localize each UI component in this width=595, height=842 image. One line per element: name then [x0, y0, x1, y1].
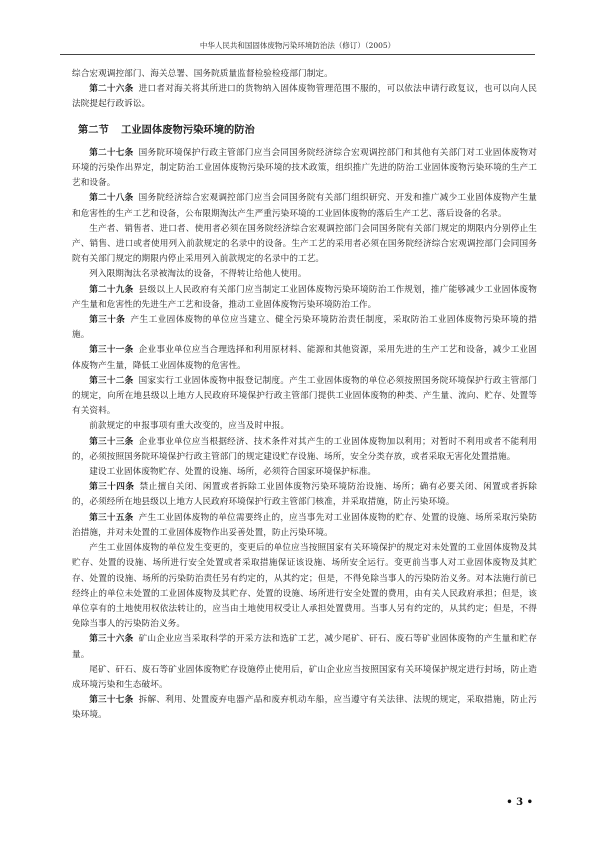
paragraph-text: 列入限期淘汰名录被淘汰的设备，不得转让给他人使用。 — [89, 269, 307, 280]
paragraph-text: 建设工业固体废物贮存、处置的设施、场所，必须符合国家环境保护标准。 — [89, 467, 377, 478]
paragraph-text: 产生工业固体废物的单位需要终止的，应当事先对工业固体废物的贮存、处置的设施、场所采取污染防治措施，并对未处置的工业固体废物作出妥善处置，防止污染环境。 — [72, 512, 537, 538]
paragraph — [72, 693, 537, 723]
paragraph-text: 前款规定的申报事项有重大改变的，应当及时申报。 — [89, 421, 290, 432]
paragraph-text: 产生工业固体废物的单位发生变更的，变更后的单位应当按照国家有关环境保护的规定对未处置的工业固体废物及其贮存、处置的设施、场所进行安全处置或者采取措施保证该设施、场所安全运行。变更前当事人对工业固体废物及其贮存、处置的设施、场所的污染防治责任另有约定的，从其约定；但是，不得免除当事人的污染防治义务。对本法施行前已经终止的单位未处置的工业固体废物及其贮存、处置的设施、场所进行安全处置的费用，由有关人民政府承担；但是，该单位享有的土地使用权依法转让的，应当由土地使用权受让人承担处置费用。当事人另有约定的，从其约定；但是，不得免除当事人的污染防治义务。 — [72, 543, 537, 630]
paragraph — [72, 465, 537, 480]
paragraph — [72, 313, 537, 343]
page-number: • 3 • — [506, 797, 533, 808]
paragraph — [72, 480, 537, 510]
paragraph-text: 产生工业固体废物的单位应当建立、健全污染环境防治责任制度，采取防治工业固体废物污染环境的措施。 — [72, 315, 537, 341]
paragraph-text: 尾矿、矸石、废石等矿业固体废物贮存设施停止使用后，矿山企业应当按照国家有关环境保护规定进行封场，防止造成环境污染和生态破坏。 — [72, 664, 537, 690]
paragraph — [72, 67, 537, 82]
paragraph — [72, 222, 537, 268]
paragraph — [72, 511, 537, 541]
section-title: 工业固体废物污染环境的防治 — [121, 123, 255, 136]
article-number: 第三十七条 — [89, 695, 134, 706]
article-number: 第三十一条 — [89, 345, 134, 356]
paragraph — [72, 146, 537, 192]
article-number: 第三十五条 — [89, 512, 134, 523]
paragraph — [72, 267, 537, 282]
article-number: 第二十六条 — [89, 84, 134, 95]
paragraph-text: 企业事业单位应当合理选择和利用原材料、能源和其他资源，采用先进的生产工艺和设备，减少工业固体废物产生量，降低工业固体废物的危害性。 — [72, 345, 537, 371]
header-rule — [60, 54, 535, 55]
paragraph-text: 进口者对海关将其所进口的货物纳入固体废物管理范围不服的，可以依法申请行政复议，也可以向人民法院提起行政诉讼。 — [72, 84, 537, 110]
paragraph-text: 县级以上人民政府有关部门应当制定工业固体废物污染环境防治工作规划，推广能够减少工业固体废物产生量和危害性的先进生产工艺和设备，推动工业固体废物污染环境防治工作。 — [72, 284, 537, 310]
article-number: 第三十六条 — [89, 634, 134, 645]
paragraph-text: 国务院环境保护行政主管部门应当会同国务院经济综合宏观调控部门和其他有关部门对工业固体废物对环境的污染作出界定，制定防治工业固体废物污染环境的技术政策，组织推广先进的防治工业固体废物污染环境的生产工艺和设备。 — [72, 147, 537, 189]
section-number: 第二节 — [78, 123, 109, 136]
paragraph-text: 禁止擅自关闭、闲置或者拆除工业固体废物污染环境防治设施、场所；确有必要关闭、闲置或者拆除的，必须经所在地县级以上地方人民政府环境保护行政主管部门核准，并采取措施，防止污染环境。 — [72, 482, 537, 508]
paragraph — [72, 343, 537, 373]
paragraph-text: 拆解、利用、处置废弃电器产品和废弃机动车船，应当遵守有关法律、法规的规定，采取措施，防止污染环境。 — [72, 695, 537, 721]
article-number: 第三十二条 — [89, 375, 134, 386]
paragraph-text: 国务院经济综合宏观调控部门应当会同国务院有关部门组织研究、开发和推广减少工业固体废物产生量和危害性的生产工艺和设备，公布限期淘汰产生严重污染环境的工业固体废物的落后生产工艺、落后设备的名录。 — [72, 193, 537, 219]
paragraph-text: 矿山企业应当采取科学的开采方法和选矿工艺，减少尾矿、矸石、废石等矿业固体废物的产生量和贮存量。 — [72, 634, 537, 660]
paragraph — [72, 283, 537, 313]
paragraph-text: 国家实行工业固体废物申报登记制度。产生工业固体废物的单位必须按照国务院环境保护行政主管部门的规定，向所在地县级以上地方人民政府环境保护行政主管部门提供工业固体废物的种类、产生量、流向、贮存、处置等有关资料。 — [72, 375, 537, 417]
article-number: 第二十七条 — [89, 147, 134, 158]
running-header: 中华人民共和国固体废物污染环境防治法（修订）（2005） — [199, 41, 396, 50]
paragraph — [72, 374, 537, 420]
paragraph-text: 生产者、销售者、进口者、使用者必须在国务院经济综合宏观调控部门会同国务院有关部门规定的期限内分别停止生产、销售、进口或者使用列入前款规定的名录中的设备。生产工艺的采用者必须在国务院经济综合宏观调控部门会同国务院有关部门规定的期限内停止采用列入前款规定的名录中的工艺。 — [72, 223, 537, 265]
paragraph — [72, 82, 537, 112]
paragraph — [72, 419, 537, 434]
paragraph-text: 企业事业单位应当根据经济、技术条件对其产生的工业固体废物加以利用；对暂时不利用或者不能利用的，必须按照国务院环境保护行政主管部门的规定建设贮存设施、场所，安全分类存放，或者采取无害化处置措施。 — [72, 436, 537, 462]
paragraph — [72, 191, 537, 221]
paragraph — [72, 541, 537, 632]
article-number: 第三十三条 — [89, 436, 134, 447]
article-number: 第三十条 — [89, 315, 126, 326]
paragraph-text: 综合宏观调控部门、海关总署、国务院质量监督检验检疫部门制定。 — [72, 69, 333, 79]
article-number: 第二十九条 — [89, 284, 134, 295]
paragraph — [72, 435, 537, 465]
article-number: 第三十四条 — [89, 482, 135, 493]
paragraph — [72, 663, 537, 693]
article-number: 第二十八条 — [89, 193, 134, 204]
document-body — [72, 67, 537, 724]
paragraph — [72, 632, 537, 662]
section-heading — [72, 123, 537, 138]
